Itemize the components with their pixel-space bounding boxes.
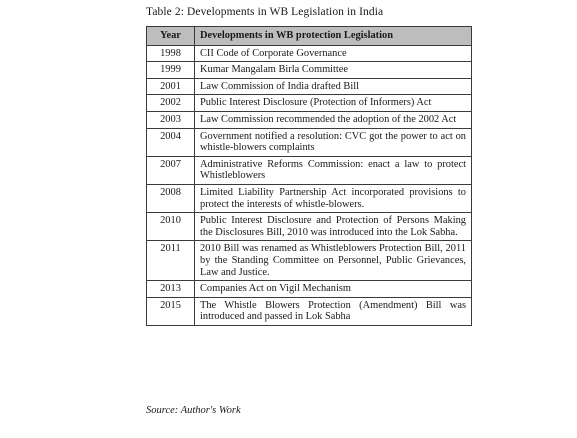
- row-year: 2011: [147, 241, 195, 281]
- wb-legislation-table: [146, 26, 472, 326]
- row-year: 2003: [147, 111, 195, 128]
- row-development: The Whistle Blowers Protection (Amendment) Bill was introduced and passed in Lok Sabha: [195, 297, 472, 325]
- table-row: [147, 128, 472, 156]
- row-year: 2010: [147, 213, 195, 241]
- table-row: [147, 95, 472, 112]
- table-body: [147, 45, 472, 325]
- row-development: Administrative Reforms Commission: enact a law to protect Whistleblowers: [195, 156, 472, 184]
- row-development: Law Commission recommended the adoption of the 2002 Act: [195, 111, 472, 128]
- row-year: 1999: [147, 62, 195, 79]
- header-development: Developments in WB protection Legislation: [195, 27, 472, 46]
- row-year: 2002: [147, 95, 195, 112]
- source-note: Source: Author's Work: [146, 405, 241, 416]
- row-development: Government notified a resolution: CVC got the power to act on whistle-blowers complaints: [195, 128, 472, 156]
- table-caption: Table 2: Developments in WB Legislation in India: [146, 6, 384, 18]
- row-development: Companies Act on Vigil Mechanism: [195, 281, 472, 298]
- row-development: CII Code of Corporate Governance: [195, 45, 472, 62]
- row-year: 2013: [147, 281, 195, 298]
- table-row: [147, 156, 472, 184]
- row-year: 2001: [147, 78, 195, 95]
- table-row: [147, 281, 472, 298]
- table-row: [147, 111, 472, 128]
- row-development: Law Commission of India drafted Bill: [195, 78, 472, 95]
- row-year: 2004: [147, 128, 195, 156]
- row-year: 1998: [147, 45, 195, 62]
- row-year: 2008: [147, 184, 195, 212]
- table-row: [147, 213, 472, 241]
- table-row: [147, 241, 472, 281]
- table-row: [147, 62, 472, 79]
- table-row: [147, 45, 472, 62]
- header-year: Year: [147, 27, 195, 46]
- row-development: Limited Liability Partnership Act incorporated provisions to protect the interests of whistle-blowers.: [195, 184, 472, 212]
- row-year: 2007: [147, 156, 195, 184]
- row-development: Public Interest Disclosure (Protection of Informers) Act: [195, 95, 472, 112]
- row-year: 2015: [147, 297, 195, 325]
- row-development: 2010 Bill was renamed as Whistleblowers Protection Bill, 2011 by the Standing Committee on Personnel, Public Grievances, Law and Justice.: [195, 241, 472, 281]
- table-row: [147, 297, 472, 325]
- table-header-row: [147, 27, 472, 46]
- table-row: [147, 78, 472, 95]
- row-development: Public Interest Disclosure and Protection of Persons Making the Disclosures Bill, 2010 was introduced into the Lok Sabha.: [195, 213, 472, 241]
- row-development: Kumar Mangalam Birla Committee: [195, 62, 472, 79]
- table-row: [147, 184, 472, 212]
